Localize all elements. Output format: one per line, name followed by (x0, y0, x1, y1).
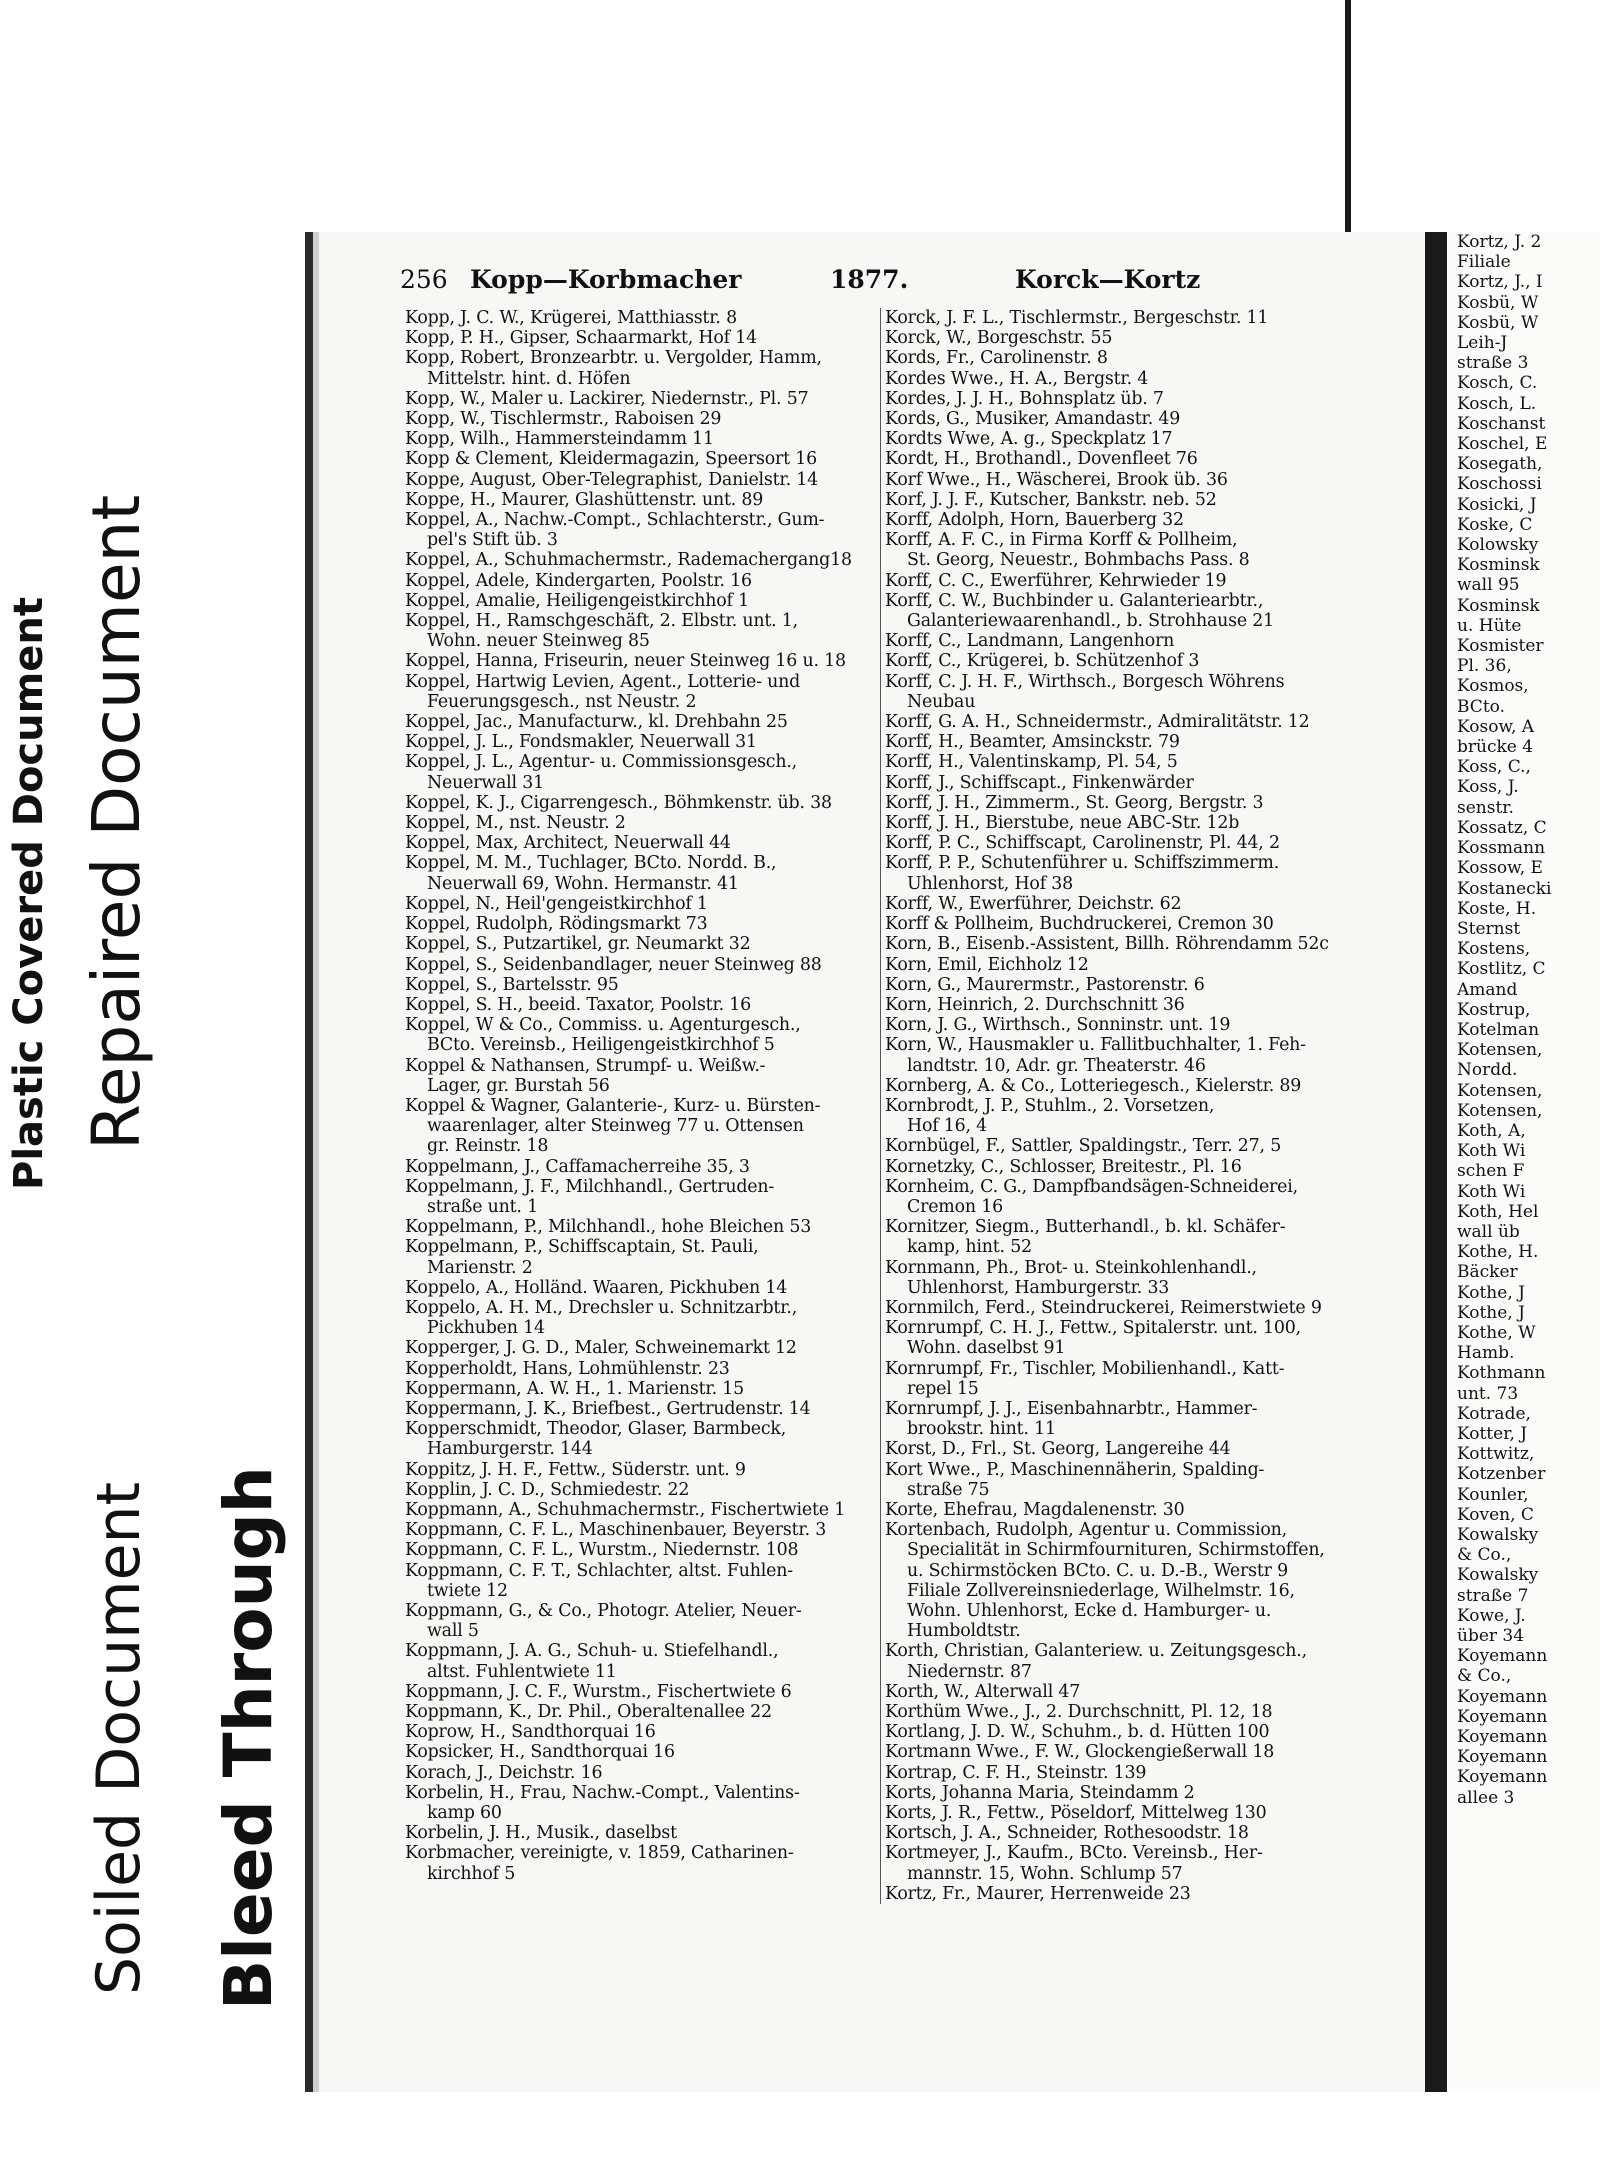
entry-line: repel 15 (907, 1378, 979, 1399)
entry-line: Kosminsk (1457, 555, 1540, 576)
entry-line: Pl. 36, (1457, 656, 1512, 677)
entry-line: Koschossi (1457, 474, 1542, 495)
entry-line: Korff, C. J. H. F., Wirthsch., Borgesch Wöhrens (885, 671, 1285, 692)
entry-line: Kosmos, (1457, 676, 1529, 697)
entry-line: Koss, J. (1457, 777, 1519, 798)
entry-line: Korck, J. F. L., Tischlermstr., Bergeschstr. 11 (885, 308, 1269, 328)
entry-line: Kosbü, W (1457, 292, 1539, 313)
entry-line: Leih-J (1457, 333, 1508, 354)
entry-line: Koppel, Rudolph, Rödingsmarkt 73 (405, 914, 708, 935)
entry-line: Mittelstr. hint. d. Höfen (427, 368, 631, 389)
entry-line: Kornmann, Ph., Brot- u. Steinkohlenhandl., (885, 1257, 1257, 1278)
entry-line: Koppe, H., Maurer, Glashüttenstr. unt. 89 (405, 489, 764, 510)
entry-line: Kortlang, J. D. W., Schuhm., b. d. Hütten 100 (885, 1722, 1270, 1743)
entry-line: Kotzenber (1457, 1464, 1546, 1485)
entry-line: Koppermann, J. K., Briefbest., Gertrudenstr. 14 (405, 1398, 811, 1419)
entry-line: Kopp & Clement, Kleidermagazin, Speersort 16 (405, 449, 817, 470)
entry-line: Neubau (907, 691, 976, 712)
entry-line: Koste, H. (1457, 898, 1537, 919)
entry-line: Kosmister (1457, 636, 1544, 657)
entry-line: Korst, D., Frl., St. Georg, Langereihe 44 (885, 1439, 1231, 1460)
entry-line: Kortenbach, Rudolph, Agentur u. Commission, (885, 1520, 1287, 1541)
entry-line: Kolowsky (1457, 535, 1539, 556)
entry-line: Koppmann, K., Dr. Phil., Oberaltenallee 22 (405, 1702, 772, 1723)
entry-line: Koppel, N., Heil'gengeistkirchhof 1 (405, 893, 708, 914)
entry-line: Koppel, Amalie, Heiligengeistkirchhof 1 (405, 590, 749, 611)
entry-line: Kosminsk (1457, 595, 1540, 616)
entry-line: Kosbü, W (1457, 312, 1539, 333)
entry-line: Koven, C (1457, 1504, 1534, 1525)
entry-line: Hamburgerstr. 144 (427, 1439, 593, 1460)
entry-line: Koppel, Hanna, Friseurin, neuer Steinweg 16 u. 18 (405, 651, 846, 672)
entry-line: Korff, W., Ewerführer, Deichstr. 62 (885, 893, 1182, 914)
entry-line: Korff, P. P., Schutenführer u. Schiffszimmerm. (885, 853, 1280, 874)
entry-line: Koppel, J. L., Agentur- u. Commissionsgesch., (405, 752, 797, 773)
entry-line: Kotter, J (1457, 1423, 1528, 1444)
entry-line: Kopp, W., Tischlermstr., Raboisen 29 (405, 409, 722, 430)
entry-line: Koppmann, C. F. L., Wurstm., Niedernstr. 108 (405, 1540, 799, 1561)
entry-line: Koppelo, A. H. M., Drechsler u. Schnitzarbtr., (405, 1297, 798, 1318)
entry-line: Korbelin, J. H., Musik., daselbst (405, 1823, 677, 1844)
entry-line: Sternst (1457, 918, 1521, 939)
entry-line: Neuerwall 69, Wohn. Hermanstr. 41 (427, 873, 739, 894)
page-number: 256 (400, 265, 448, 294)
entry-line: Koth Wi (1457, 1181, 1526, 1202)
entry-line: Koprow, H., Sandthorquai 16 (405, 1722, 656, 1743)
entry-line: Kopplin, J. C. D., Schmiedestr. 22 (405, 1479, 690, 1500)
entry-line: Amand (1457, 979, 1518, 1000)
year-heading: 1877. (830, 265, 909, 294)
entry-line: Korn, J. G., Wirthsch., Sonninstr. unt. 19 (885, 1015, 1231, 1036)
entry-line: u. Hüte (1457, 615, 1522, 636)
entry-line: Humboldtstr. (907, 1621, 1021, 1642)
entry-line: Koppermann, A. W. H., 1. Marienstr. 15 (405, 1378, 744, 1399)
entry-line: Galanteriewaarenhandl., b. Strohhause 21 (907, 611, 1275, 632)
entry-line: Koppel, S., Bartelsstr. 95 (405, 974, 619, 995)
entry-line: über 34 (1457, 1626, 1525, 1647)
entry-line: Kortz, J. 2 (1457, 232, 1542, 252)
entry-line: Koppmann, J. C. F., Wurstm., Fischertwiete 6 (405, 1681, 792, 1702)
entry-line: Koppelmann, J., Caffamacherreihe 35, 3 (405, 1156, 750, 1177)
left-column (405, 308, 880, 1884)
entry-line: altst. Fuhlentwiete 11 (427, 1661, 617, 1682)
entry-line: Kords, G., Musiker, Amandastr. 49 (885, 409, 1181, 430)
entry-line: Koppel, W & Co., Commiss. u. Agenturgesch., (405, 1015, 801, 1036)
entry-line: Kosicki, J (1457, 494, 1537, 515)
entry-line: Koppel & Wagner, Galanterie-, Kurz- u. Bürsten- (405, 1095, 821, 1116)
entry-line: Kornrumpf, Fr., Tischler, Mobilienhandl., Katt- (885, 1358, 1285, 1379)
entry-line: Korn, Emil, Eichholz 12 (885, 954, 1089, 975)
entry-line: Kortmann Wwe., F. W., Glockengießerwall 18 (885, 1742, 1275, 1763)
entry-line: mannstr. 15, Wohn. Schlump 57 (907, 1863, 1183, 1884)
entry-line: Kornitzer, Siegm., Butterhandl., b. kl. Schäfer- (885, 1217, 1286, 1238)
entry-line: Koppel, Hartwig Levien, Agent., Lotterie- und (405, 671, 801, 692)
entry-line: Korff, J. H., Zimmerm., St. Georg, Bergstr. 3 (885, 792, 1264, 813)
entry-line: Wohn. Uhlenhorst, Ecke d. Hamburger- u. (907, 1601, 1272, 1621)
entry-line: Korff & Pollheim, Buchdruckerei, Cremon 30 (885, 914, 1274, 935)
entry-line: Koppel, M., nst. Neustr. 2 (405, 813, 626, 834)
entry-line: Koppel, Adele, Kindergarten, Poolstr. 16 (405, 570, 752, 591)
entry-line: Koppmann, J. A. G., Schuh- u. Stiefelhandl., (405, 1641, 779, 1662)
entry-line: Korthüm Wwe., J., 2. Durchschnitt, Pl. 12, 18 (885, 1702, 1273, 1723)
entry-line: Kossow, E (1457, 858, 1543, 879)
entry-line: Filiale (1457, 252, 1511, 273)
entry-line: schen F (1457, 1161, 1525, 1182)
entry-line: straße 3 (1457, 353, 1529, 374)
entry-line: Korf Wwe., H., Wäscherei, Brook üb. 36 (885, 469, 1228, 490)
entry-line: brücke 4 (1457, 737, 1534, 758)
entry-line: Koppel, A., Schuhmachermstr., Rademachergang18 (405, 550, 852, 571)
entry-line: Kostens, (1457, 939, 1531, 960)
entry-line: Kort Wwe., P., Maschinennäherin, Spalding- (885, 1459, 1265, 1480)
entry-line: Koppel, S. H., beeid. Taxator, Poolstr. 16 (405, 994, 752, 1015)
entry-line: Koppel, K. J., Cigarrengesch., Böhmkenstr. üb. 38 (405, 792, 832, 813)
entry-line: Koth, Hel (1457, 1201, 1539, 1222)
entry-line: Korts, J. R., Fettw., Pöseldorf, Mittelweg 130 (885, 1803, 1267, 1824)
entry-line: Korn, G., Maurermstr., Pastorenstr. 6 (885, 974, 1205, 995)
entry-line: Kotensen, (1457, 1080, 1543, 1101)
entry-line: Korbmacher, vereinigte, v. 1859, Catharinen- (405, 1843, 794, 1864)
entry-line: Hof 16, 4 (907, 1116, 988, 1137)
entry-line: Hamb. (1457, 1343, 1515, 1364)
entry-line: Kornrumpf, J. J., Eisenbahnarbtr., Hammer- (885, 1398, 1258, 1419)
entry-line: Kotrade, (1457, 1403, 1531, 1424)
entry-line: Korck, W., Borgeschstr. 55 (885, 328, 1113, 349)
entry-line: & Co., (1457, 1545, 1512, 1566)
entry-line: Uhlenhorst, Hof 38 (907, 873, 1073, 894)
entry-line: waarenlager, alter Steinweg 77 u. Ottensen (427, 1116, 804, 1137)
entry-line: Korn, Heinrich, 2. Durchschnitt 36 (885, 994, 1185, 1015)
entry-line: Koppelmann, P., Schiffscaptain, St. Pauli, (405, 1237, 759, 1258)
entry-line: wall 95 (1457, 575, 1520, 596)
entry-line: Kossmann (1457, 838, 1546, 859)
entry-line: Kopperholdt, Hans, Lohmühlenstr. 23 (405, 1358, 730, 1379)
entry-line: Korff, C. C., Ewerführer, Kehrwieder 19 (885, 570, 1227, 591)
entry-line: Kortz, J., I (1457, 272, 1543, 293)
entry-line: Korach, J., Deichstr. 16 (405, 1762, 603, 1783)
entry-line: BCto. (1457, 696, 1505, 717)
entry-line: straße 75 (907, 1479, 990, 1500)
entry-line: St. Georg, Neuestr., Bohmbachs Pass. 8 (907, 550, 1250, 571)
entry-line: brookstr. hint. 11 (907, 1419, 1056, 1440)
entry-line: Kostanecki (1457, 878, 1552, 899)
entry-line: Kopsicker, H., Sandthorquai 16 (405, 1742, 675, 1763)
entry-line: Korn, W., Hausmakler u. Fallitbuchhalter, 1. Feh- (885, 1035, 1306, 1056)
entry-line: wall üb (1457, 1221, 1520, 1242)
entry-line: Koppel, Jac., Manufacturw., kl. Drehbahn 25 (405, 712, 788, 733)
entry-line: straße unt. 1 (427, 1196, 538, 1217)
entry-line: Kotensen, (1457, 1100, 1543, 1121)
entry-line: Kortrap, C. F. H., Steinstr. 139 (885, 1762, 1147, 1783)
entry-line: Korff, Adolph, Horn, Bauerberg 32 (885, 510, 1184, 531)
entry-line: unt. 73 (1457, 1383, 1519, 1404)
entry-line: Kotelman (1457, 1019, 1540, 1040)
entry-line: Koppel, A., Nachw.-Compt., Schlachterstr., Gum- (405, 510, 825, 531)
entry-line: Korff, H., Beamter, Amsinckstr. 79 (885, 732, 1180, 753)
entry-line: Wohn. neuer Steinweg 85 (427, 631, 650, 652)
entry-line: Kornmilch, Ferd., Steindruckerei, Reimerstwiete 9 (885, 1297, 1322, 1318)
entry-line: Kornheim, C. G., Dampfbandsägen-Schneiderei, (885, 1176, 1298, 1197)
entry-line: Kothe, H. (1457, 1242, 1539, 1263)
entry-line: allee 3 (1457, 1787, 1515, 1808)
entry-line: Specialität in Schirmfournituren, Schirmstoffen, (907, 1540, 1325, 1561)
entry-line: Koth, A, (1457, 1120, 1526, 1141)
entry-line: Korth, W., Alterwall 47 (885, 1681, 1081, 1702)
entry-line: Koppelmann, P., Milchhandl., hohe Bleichen 53 (405, 1217, 812, 1238)
entry-line: Kottwitz, (1457, 1444, 1535, 1465)
entry-line: Kopp, P. H., Gipser, Schaarmarkt, Hof 14 (405, 328, 757, 349)
entry-line: Korff, C. W., Buchbinder u. Galanteriearbtr., (885, 590, 1264, 611)
entry-line: Koth Wi (1457, 1141, 1526, 1162)
entry-line: Koppe, August, Ober-Telegraphist, Danielstr. 14 (405, 469, 819, 490)
top-background (1345, 0, 1600, 232)
entry-line: landtstr. 10, Adr. gr. Theaterstr. 46 (907, 1055, 1206, 1076)
entry-line: Kosow, A (1457, 716, 1535, 737)
entry-line: BCto. Vereinsb., Heiligengeistkirchhof 5 (427, 1035, 775, 1056)
entry-line: & Co., (1457, 1666, 1512, 1687)
entry-line: Kopp, J. C. W., Krügerei, Matthiasstr. 8 (405, 308, 737, 328)
label-repaired: Repaired Document (78, 494, 155, 1150)
entry-line: Koppmann, C. F. T., Schlachter, altst. Fuhlen- (405, 1560, 793, 1581)
entry-line: Korff, A. F. C., in Firma Korff & Pollheim, (885, 530, 1238, 551)
entry-line: Koppmann, C. F. L., Maschinenbauer, Beyerstr. 3 (405, 1520, 827, 1541)
entry-line: Kossatz, C (1457, 817, 1547, 838)
entry-line: u. Schirmstöcken BCto. C. u. D.-B., Werstr 9 (907, 1560, 1288, 1581)
entry-line: Uhlenhorst, Hamburgerstr. 33 (907, 1277, 1170, 1298)
entry-line: Niedernstr. 87 (907, 1661, 1032, 1682)
entry-line: Koyemann (1457, 1706, 1548, 1727)
entry-line: Koschel, E (1457, 434, 1548, 455)
entry-line: Korte, Ehefrau, Magdalenenstr. 30 (885, 1499, 1185, 1520)
entry-line: Kords, Fr., Carolinenstr. 8 (885, 348, 1108, 369)
entry-line: Kounler, (1457, 1484, 1529, 1505)
entry-line: Kowe, J. (1457, 1605, 1526, 1626)
entry-line: Korff, G. A. H., Schneidermstr., Admiralitätstr. 12 (885, 712, 1310, 733)
entry-line: Koppelmann, J. F., Milchhandl., Gertruden- (405, 1176, 775, 1197)
entry-line: Kowalsky (1457, 1525, 1539, 1545)
entry-line: Kornetzky, C., Schlosser, Breitestr., Pl. 16 (885, 1156, 1242, 1177)
entry-line: kamp 60 (427, 1803, 502, 1824)
entry-line: Kordt, H., Brothandl., Dovenfleet 76 (885, 449, 1198, 470)
entry-line: Koppel, J. L., Fondsmakler, Neuerwall 31 (405, 732, 757, 753)
right-range-heading: Korck—Kortz (1015, 265, 1201, 294)
entry-line: Cremon 16 (907, 1196, 1003, 1217)
entry-line: Kosch, C. (1457, 373, 1538, 394)
book-spine (1425, 232, 1447, 2092)
entry-line: Pickhuben 14 (427, 1318, 545, 1339)
entry-line: Kornberg, A. & Co., Lotteriegesch., Kielerstr. 89 (885, 1075, 1302, 1096)
entry-line: Kopperschmidt, Theodor, Glaser, Barmbeck, (405, 1419, 787, 1440)
entry-line: pel's Stift üb. 3 (427, 530, 558, 551)
entry-line: Kostlitz, C (1457, 959, 1546, 980)
entry-line: Korts, Johanna Maria, Steindamm 2 (885, 1782, 1195, 1803)
entry-line: twiete 12 (427, 1580, 508, 1601)
entry-line: Kothmann (1457, 1363, 1546, 1384)
entry-line: Koyemann (1457, 1727, 1548, 1748)
entry-line: Bäcker (1457, 1262, 1518, 1283)
entry-line: Kosch, L. (1457, 393, 1537, 414)
entry-line: Kostrup, (1457, 999, 1531, 1020)
entry-line: Korff, H., Valentinskamp, Pl. 54, 5 (885, 752, 1178, 773)
entry-line: straße 7 (1457, 1585, 1529, 1606)
entry-line: Kotensen, (1457, 1040, 1543, 1061)
entry-line: Koyemann (1457, 1747, 1548, 1768)
entry-line: Koppel & Nathansen, Strumpf- u. Weißw.- (405, 1055, 766, 1076)
label-bleed-through: Bleed Through (210, 1466, 287, 2010)
entry-line: Nordd. (1457, 1060, 1518, 1081)
entry-line: Koppel, M. M., Tuchlager, BCto. Nordd. B., (405, 853, 777, 874)
entry-line: Koppelo, A., Holländ. Waaren, Pickhuben 14 (405, 1277, 788, 1298)
entry-line: Filiale Zollvereinsniederlage, Wilhelmstr. 16, (907, 1580, 1295, 1601)
label-soiled: Soiled Document (84, 1481, 154, 1995)
entry-line: Kornrumpf, C. H. J., Fettw., Spitalerstr. unt. 100, (885, 1318, 1301, 1339)
entry-line: Lager, gr. Burstah 56 (427, 1075, 610, 1096)
entry-line: Koyemann (1457, 1646, 1548, 1667)
entry-line: Kornbrodt, J. P., Stuhlm., 2. Vorsetzen, (885, 1095, 1215, 1116)
entry-line: Koppitz, J. H. F., Fettw., Süderstr. unt. 9 (405, 1459, 746, 1480)
entry-line: Koss, C., (1457, 757, 1531, 778)
entry-line: Kothe, W (1457, 1322, 1536, 1343)
entry-line: Feuerungsgesch., nst Neustr. 2 (427, 691, 697, 712)
entry-line: Kortz, Fr., Maurer, Herrenweide 23 (885, 1883, 1191, 1904)
entry-line: Kortmeyer, J., Kaufm., BCto. Vereinsb., Her- (885, 1843, 1263, 1864)
entry-line: Kopperger, J. G. D., Maler, Schweinemarkt 12 (405, 1338, 797, 1359)
entry-line: Koppel, S., Putzartikel, gr. Neumarkt 32 (405, 934, 751, 955)
entry-line: Kopp, Robert, Bronzearbtr. u. Vergolder, Hamm, (405, 348, 822, 369)
entry-line: Korf, J. J. F., Kutscher, Bankstr. neb. 52 (885, 489, 1217, 510)
entry-line: Kothe, J (1457, 1302, 1525, 1323)
entry-line: Marienstr. 2 (427, 1257, 533, 1278)
entry-line: Kordes, J. J. H., Bohnsplatz üb. 7 (885, 388, 1164, 409)
entry-line: Koppmann, G., & Co., Photogr. Atelier, Neuer- (405, 1601, 802, 1621)
entry-line: Korff, C., Landmann, Langenhorn (885, 631, 1175, 652)
entry-line: Kornbügel, F., Sattler, Spaldingstr., Terr. 27, 5 (885, 1136, 1282, 1157)
entry-line: Kordts Wwe, A. g., Speckplatz 17 (885, 429, 1173, 450)
entry-line: kirchhof 5 (427, 1863, 516, 1884)
entry-line: Neuerwall 31 (427, 772, 544, 793)
entry-line: Korff, C., Krügerei, b. Schützenhof 3 (885, 651, 1200, 672)
entry-line: Wohn. daselbst 91 (907, 1338, 1066, 1359)
entry-line: Korff, J., Schiffscapt., Finkenwärder (885, 772, 1194, 793)
left-range-heading: Kopp—Korbmacher (470, 265, 742, 294)
entry-line: Korbelin, H., Frau, Nachw.-Compt., Valentins- (405, 1782, 800, 1803)
label-plastic-covered: Plastic Covered Document (6, 596, 52, 1190)
entry-line: Koyemann (1457, 1767, 1548, 1788)
entry-line: Koppel, Max, Architect, Neuerwall 44 (405, 833, 731, 854)
entry-line: Kowalsky (1457, 1565, 1539, 1586)
entry-line: Korth, Christian, Galanteriew. u. Zeitungsgesch., (885, 1641, 1307, 1662)
entry-line: Koppel, H., Ramschgeschäft, 2. Elbstr. unt. 1, (405, 611, 798, 632)
entry-line: kamp, hint. 52 (907, 1237, 1032, 1258)
page-header (400, 265, 1340, 301)
entry-line: Kordes Wwe., H. A., Bergstr. 4 (885, 368, 1149, 389)
entry-line: Koschanst (1457, 413, 1546, 434)
entry-line: Koske, C (1457, 514, 1533, 535)
entry-line: Kortsch, J. A., Schneider, Rothesoodstr. 18 (885, 1823, 1249, 1844)
entry-line: Kosegath, (1457, 454, 1543, 475)
entry-line: Kothe, J (1457, 1282, 1525, 1303)
entry-line: Koppmann, A., Schuhmachermstr., Fischertwiete 1 (405, 1499, 846, 1520)
entry-line: Koyemann (1457, 1686, 1548, 1707)
entry-line: gr. Reinstr. 18 (427, 1136, 549, 1157)
entry-line: Korff, P. C., Schiffscapt, Carolinenstr, Pl. 44, 2 (885, 833, 1280, 854)
right-column (880, 308, 1360, 1904)
entry-line: Kopp, W., Maler u. Lackirer, Niedernstr., Pl. 57 (405, 388, 809, 409)
adjacent-page (1447, 232, 1600, 2092)
entry-line: Korn, B., Eisenb.-Assistent, Billh. Röhrendamm 52c (885, 934, 1329, 955)
entry-line: Koppel, S., Seidenbandlager, neuer Steinweg 88 (405, 954, 822, 975)
entry-line: senstr. (1457, 797, 1514, 818)
entry-line: Kopp, Wilh., Hammersteindamm 11 (405, 429, 714, 450)
entry-line: Korff, J. H., Bierstube, neue ABC-Str. 12b (885, 813, 1240, 834)
entry-line: wall 5 (427, 1621, 479, 1642)
